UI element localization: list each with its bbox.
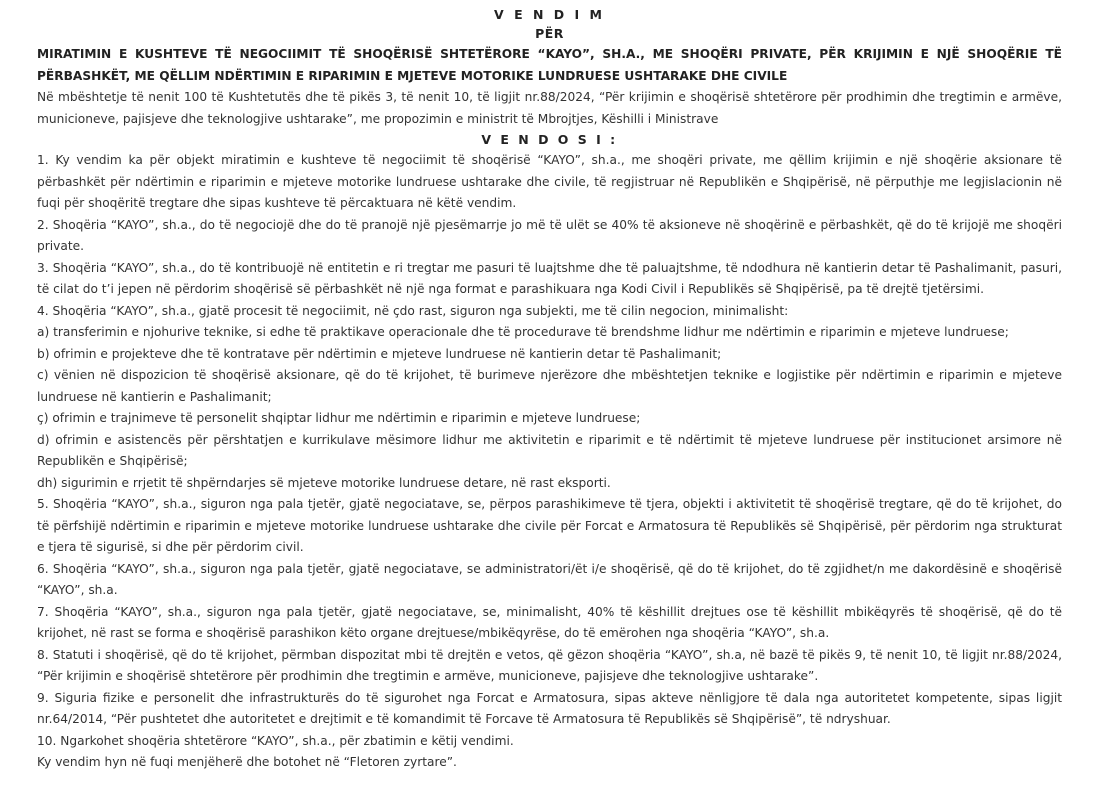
point-4-d: d) ofrimin e asistencës për përshtatjen e kurrikulave mësimore lidhur me aktivitetin e riparimit e të ndërtimit të mjeteve lundruese për institucionet arsimore në Republikën e Shqipërisë; [37, 432, 1062, 468]
entry-into-force: Ky vendim hyn në fuqi menjëherë dhe botohet në “Fletoren zyrtare”. [37, 755, 457, 769]
point-2: 2. Shoqëria “KAYO”, sh.a., do të negociojë dhe do të pranojë një pjesëmarrje jo më të ulët se 40% të aksioneve në shoqërinë e përbashkët, që do të krijojë me shoqëri private. [37, 217, 1062, 253]
point-7: 7. Shoqëria “KAYO”, sh.a., siguron nga pala tjetër, gjatë negociatave, se, minimalisht, 40% të këshillit drejtues ose të këshillit mbikëqyrës të shoqërisë, që do të krijohet, në rast se forma e shoqërisë parashikon këto organe drejtuese/mbikëqyrëse, do të emërohen nga shoqëria “KAYO”, sh.a. [37, 604, 1062, 640]
preamble: Në mbështetje të nenit 100 të Kushtetutës dhe të pikës 3, të nenit 10, të ligjit nr.88/2024, “Për krijimin e shoqërisë shtetërore për prodhimin dhe tregtimin e armëve, municioneve, pajisjeve dhe teknologjive ushtarake”, me propozimin e ministrit të Mbrojtjes, Këshilli i Ministrave [37, 90, 1062, 126]
point-3: 3. Shoqëria “KAYO”, sh.a., do të kontribuojë në entitetin e ri tregtar me pasuri të luajtshme dhe të paluajtshme, të ndodhura në kantierin detar të Pashalimanit, pasuri, të cilat do t’i jepen në përdorim shoqërisë së përbashkët në një nga format e parashikuara nga Kodi Civil i Republikës së Shqipërisë, pa të drejtë tjetërsimi. [37, 260, 1062, 296]
point-8: 8. Statuti i shoqërisë, që do të krijohet, përmban dispozitat mbi të drejtën e vetos, që gëzon shoqëria “KAYO”, sh.a, në bazë të pikës 9, të nenit 10, të ligjit nr.88/2024, “Për krijimin e shoqërisë shtetërore për prodhimin dhe tregtimin e armëve, municioneve, pajisjeve dhe teknologjive ushtarake”. [37, 647, 1062, 683]
point-4-dh: dh) sigurimin e rrjetit të shpërndarjes së mjeteve motorike lundruese detare, në rast eksporti. [37, 475, 611, 490]
point-4-b: b) ofrimin e projekteve dhe të kontratave për ndërtimin e mjeteve lundruese në kantierin detar të Pashalimanit; [37, 346, 722, 361]
vendosi-heading: V E N D O S I : [481, 132, 618, 147]
point-6: 6. Shoqëria “KAYO”, sh.a., siguron nga pala tjetër, gjatë negociatave, se administratori/ët i/e shoqërisë, që do të krijohet, do të zgjidhet/n me dakordësinë e shoqërisë “KAYO”, sh.a. [37, 561, 1062, 597]
point-4-cc: ç) ofrimin e trajnimeve të personelit shqiptar lidhur me ndërtimin e riparimin e mjeteve lundruese; [37, 411, 641, 425]
point-10: 10. Ngarkohet shoqëria shtetërore “KAYO”, sh.a., për zbatimin e këtij vendimi. [37, 733, 514, 748]
title-per: PËR [535, 26, 564, 41]
point-1: 1. Ky vendim ka për objekt miratimin e kushteve të negociimit të shoqërisë “KAYO”, sh.a., me shoqëri private, me qëllim krijimin e një shoqërie aksionare të përbashkët për ndërtimin e riparimin e mjeteve motorike lundruese ushtarake dhe civile, të regjistruar në Republikën e Shqipërisë, në përputhje me legjislacionin në fuqi për shoqëritë tregtare dhe sipas kushteve të përcaktuara në këtë vendim. [37, 153, 1062, 210]
document-title: V E N D I M [494, 7, 605, 22]
decision-subject: MIRATIMIN E KUSHTEVE TË NEGOCIIMIT TË SHOQËRISË SHTETËRORE “KAYO”, SH.A., ME SHOQËRI PRIVATE, PËR KRIJIMIN E NJË SHOQËRIE TË PËRBASHKËT, ME QËLLIM NDËRTIMIN E RIPARIMIN E MJETEVE MOTORIKE LUNDRUESE USHTARAKE DHE CIVILE [37, 47, 1062, 83]
point-9: 9. Siguria fizike e personelit dhe infrastrukturës do të sigurohet nga Forcat e Armatosura, sipas akteve nënligjore të dala nga autoritetet kompetente, sipas ligjit nr.64/2014, “Për pushtetet dhe autoritetet e drejtimit e të komandimit të Forcave të Armatosura të Republikës së Shqipërisë”, të ndryshuar. [37, 690, 1062, 726]
point-5: 5. Shoqëria “KAYO”, sh.a., siguron nga pala tjetër, gjatë negociatave, se, përpos parashikimeve të tjera, objekti i aktivitetit të shoqërisë tregtare, që do të krijohet, do të përfshijë ndërtimin e riparimin e mjeteve motorike lundruese ushtarake dhe civile për Forcat e Armatosura të Republikës së Shqipërisë, për përdorim nga strukturat e tjera të sigurisë, si dhe për përdorim civil. [37, 497, 1062, 554]
point-4-c: c) vënien në dispozicion të shoqërisë aksionare, që do të krijohet, të burimeve njerëzore dhe mbështetjen teknike e logjistike për ndërtimin e riparimin e mjeteve lundruese në kantierin e Pashalimanit; [37, 368, 1062, 404]
point-4-a: a) transferimin e njohurive teknike, si edhe të praktikave operacionale dhe të procedurave të brendshme lidhur me ndërtimin e riparimin e mjeteve lundruese; [37, 325, 1009, 339]
point-4: 4. Shoqëria “KAYO”, sh.a., gjatë procesit të negociimit, në çdo rast, siguron nga subjekti, me të cilin negocion, minimalisht: [37, 303, 789, 318]
